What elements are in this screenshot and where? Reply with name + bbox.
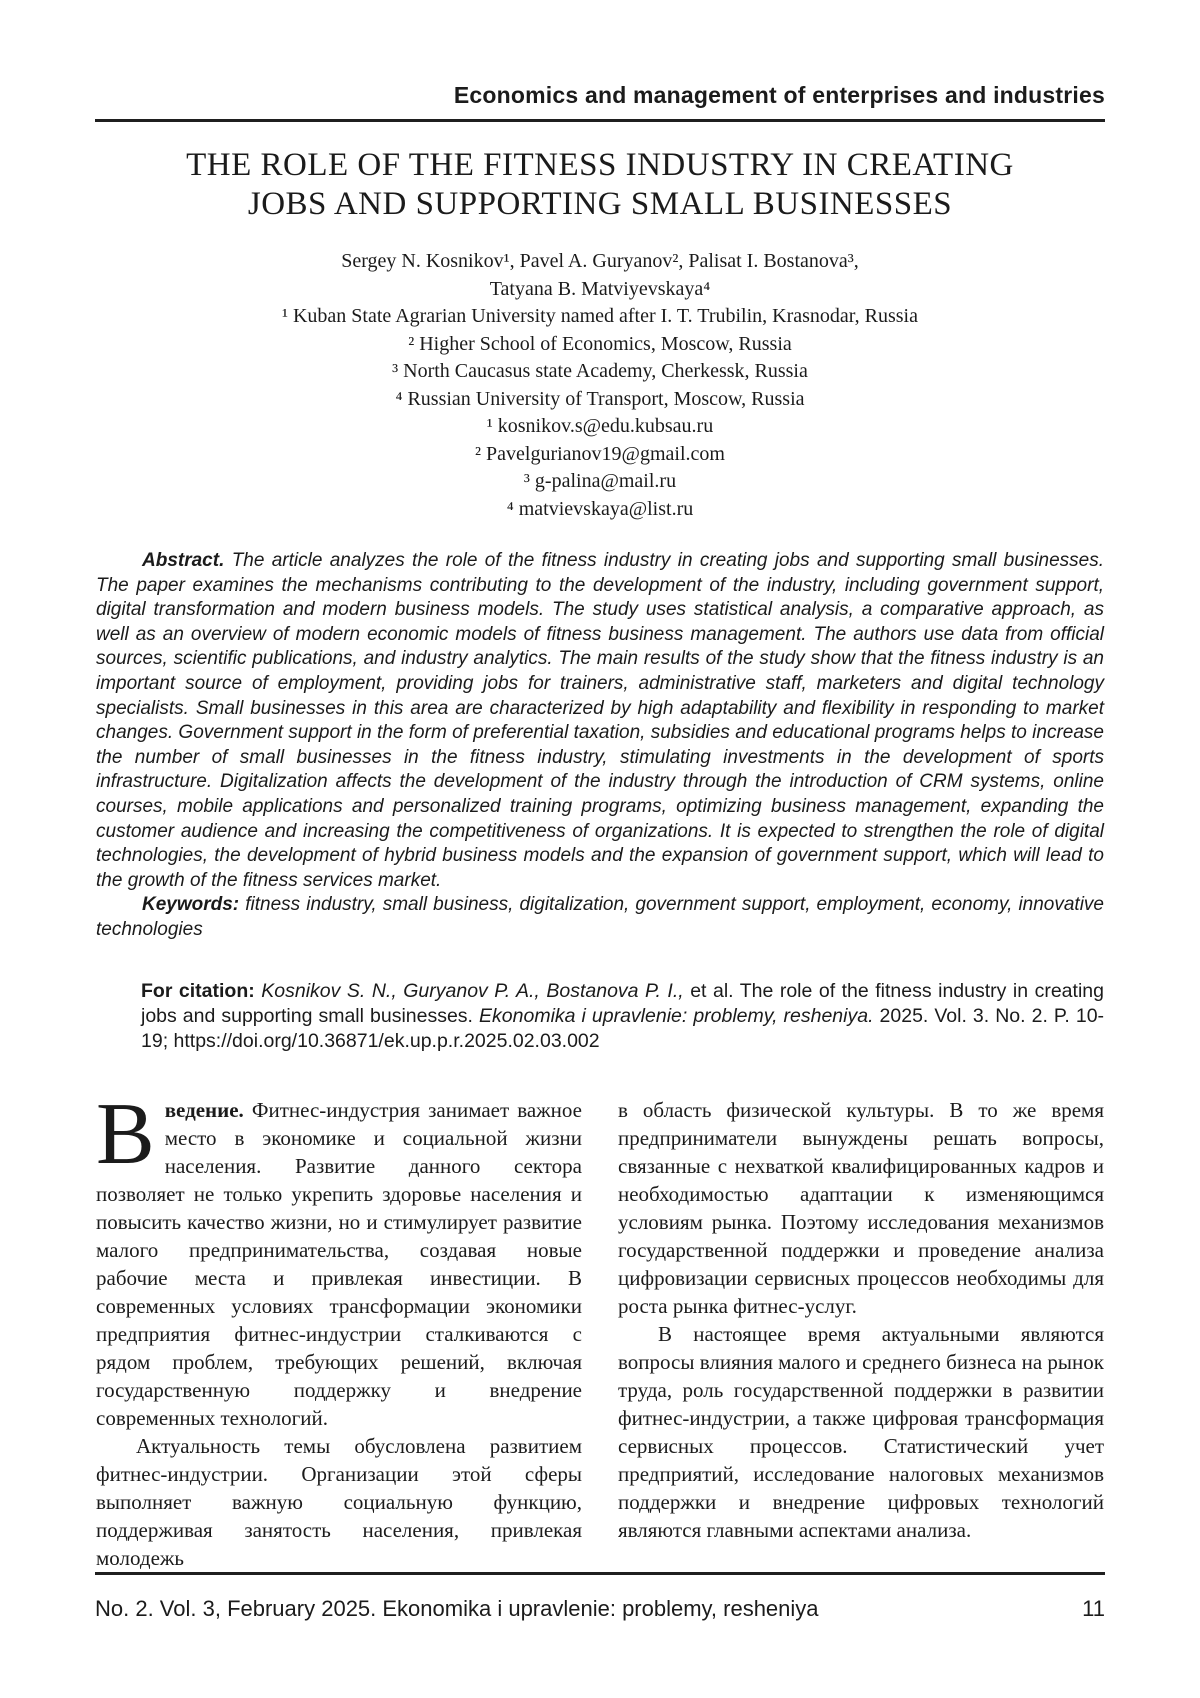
article-title-line2: JOBS AND SUPPORTING SMALL BUSINESSES xyxy=(247,186,953,222)
dropcap-letter: В xyxy=(96,1085,155,1183)
intro-text: Фитнес-индустрия занимает важное место в экономике и социальной жизни населения. Развитие данного сектора позволяет не только укрепить здоровье населения и повысить качество жизни, но и стимулирует развитие малого предпринимательства, создавая новые рабочие места и привлекая инвестиции. В современных условиях трансформации экономики предприятия фитнес-индустрии сталкиваются с рядом проблем, требующих решений, включая государственную поддержку и внедрение современных технологий. xyxy=(96,1097,582,1430)
keywords-label: Keywords: xyxy=(142,894,240,916)
running-head: Economics and management of enterprises and industries xyxy=(453,82,1105,108)
page-number: 11 xyxy=(1082,1596,1105,1621)
right-column xyxy=(618,1096,1104,1572)
right-paragraph-1: в область физической культуры. В то же время предприниматели вынуждены решать вопросы, связанные с нехваткой квалифицированных кадров и необходимостью адаптации к изменяющимся условиям рынка. Поэтому исследования механизмов государственной поддержки и проведение анализа цифровизации сервисных процессов необходимы для роста рынка фитнес-услуг. xyxy=(618,1097,1104,1318)
affiliation-line: ³ North Caucasus state Academy, Cherkessk, Russia xyxy=(392,360,808,382)
for-citation-block xyxy=(141,979,1104,1054)
author-email: ³ g-palina@mail.ru xyxy=(523,470,677,492)
citation-volume-doi: 2025. Vol. 3. No. 2. P. 10-19; https://doi.org/10.36871/ek.up.p.r.2025.02.03.002 xyxy=(141,1004,1105,1052)
intro-label: ведение. xyxy=(164,1097,244,1122)
author-email: ⁴ matvievskaya@list.ru xyxy=(506,497,694,520)
affiliation-line: ⁴ Russian University of Transport, Moscow, Russia xyxy=(395,387,805,410)
authors-block xyxy=(95,248,1105,523)
affiliation-line: ² Higher School of Economics, Moscow, Russia xyxy=(408,332,792,355)
citation-journal: Ekonomika i upravlenie: problemy, resheniya. xyxy=(479,1004,874,1027)
keywords-text: fitness industry, small business, digitalization, government support, employment, economy, innovative technologies xyxy=(96,894,1105,940)
abstract-paragraph xyxy=(96,549,1104,893)
page-footer xyxy=(95,1572,1105,1622)
article-title xyxy=(95,146,1105,224)
affiliation-line: ¹ Kuban State Agrarian University named after I. T. Trubilin, Krasnodar, Russia xyxy=(281,305,918,327)
header-rule xyxy=(95,119,1105,122)
abstract-section xyxy=(96,549,1104,943)
keywords-paragraph xyxy=(96,893,1104,942)
article-title-line1: THE ROLE OF THE FITNESS INDUSTRY IN CREATING xyxy=(186,147,1014,183)
left-column xyxy=(96,1085,582,1572)
article-body xyxy=(96,1085,1104,1572)
author-names-line1: Sergey N. Kosnikov¹, Pavel A. Guryanov², Palisat I. Bostanova³, xyxy=(341,250,859,272)
author-email: ¹ kosnikov.s@edu.kubsau.ru xyxy=(486,415,714,437)
right-paragraph-2: В настоящее время актуальными являются вопросы влияния малого и среднего бизнеса на рынок труда, роль государственной поддержки в развитии фитнес-индустрии, а также цифровая трансформация сервисных процессов. Статистический учет предприятий, исследование налоговых механизмов поддержки и внедрение цифровых технологий являются главными аспектами анализа. xyxy=(618,1321,1104,1542)
abstract-text: The article analyzes the role of the fitness industry in creating jobs and supporting small businesses. The paper examines the mechanisms contributing to the development of the industry, including government support, digital transformation and modern business models. The study uses statistical analysis, a comparative approach, as well as an overview of modern economic models of fitness business management. The authors use data from official sources, scientific publications, and industry analytics. The main results of the study show that the fitness industry is an important source of employment, providing jobs for trainers, administrative staff, marketers and digital technology specialists. Small businesses in this area are characterized by high adaptability and flexibility in responding to market changes. Government support in the form of preferential taxation, subsidies and educational programs helps to increase the number of small businesses in the fitness industry, stimulating investments in the development of sports infrastructure. Digitalization affects the development of the industry through the introduction of CRM systems, online courses, mobile applications and personalized training programs, optimizing business management, expanding the customer audience and increasing the competitiveness of organizations. It is expected to strengthen the role of digital technologies, the development of hybrid business models and the expansion of government support, which will lead to the growth of the fitness services market. xyxy=(96,550,1104,891)
citation-authors: Kosnikov S. N., Guryanov P. A., Bostanova P. I., xyxy=(261,979,684,1002)
abstract-label: Abstract. xyxy=(142,550,225,571)
footer-journal-info: No. 2. Vol. 3, February 2025. Ekonomika i upravlenie: problemy, resheniya xyxy=(95,1596,819,1621)
citation-title-text: et al. The role of the fitness industry in creating jobs and supporting small businesses. xyxy=(141,979,1104,1027)
author-names-line2: Tatyana B. Matviyevskaya⁴ xyxy=(489,277,711,300)
author-email: ² Pavelgurianov19@gmail.com xyxy=(475,442,725,465)
citation-label: For citation: xyxy=(141,979,255,1002)
intro-paragraph xyxy=(96,1085,582,1432)
left-paragraph-2: Актуальность темы обусловлена развитием фитнес-индустрии. Организации этой сферы выполняет важную социальную функцию, поддерживая занятость населения, привлекая молодежь xyxy=(96,1433,582,1570)
